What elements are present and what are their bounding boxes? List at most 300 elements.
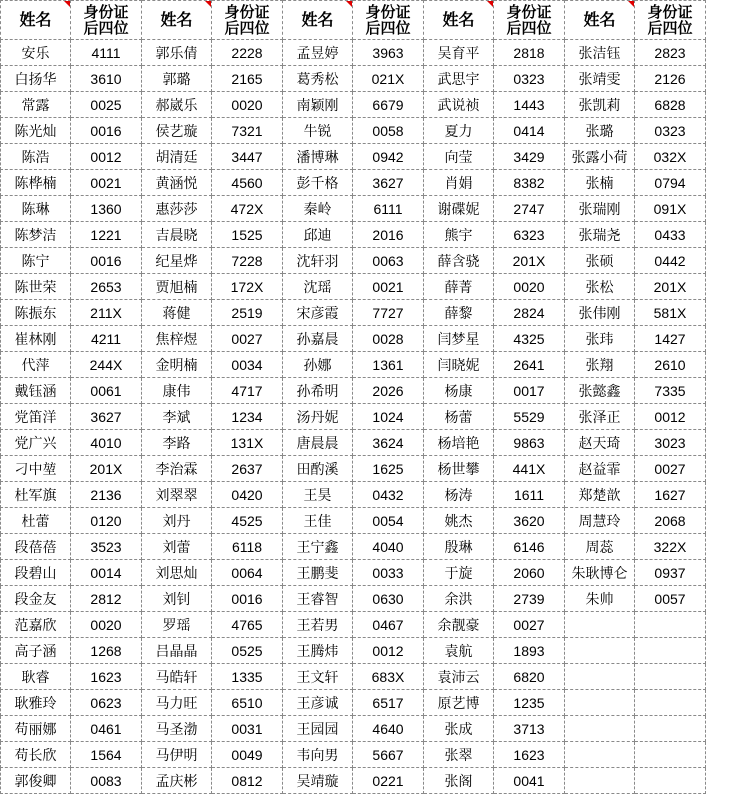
name-cell[interactable]: 薛黎: [424, 300, 494, 326]
name-cell[interactable]: 赵天琦: [565, 430, 635, 456]
header-name-cell[interactable]: [283, 1, 353, 40]
name-cell[interactable]: 王腾炜: [283, 638, 353, 664]
id-last4-cell[interactable]: 2228: [212, 40, 283, 66]
name-cell[interactable]: 向莹: [424, 144, 494, 170]
id-last4-cell[interactable]: 201X: [494, 248, 565, 274]
name-cell[interactable]: 王彦诚: [283, 690, 353, 716]
id-last4-cell[interactable]: 3610: [71, 66, 142, 92]
id-last4-cell[interactable]: [635, 742, 706, 768]
id-last4-cell[interactable]: 2016: [353, 222, 424, 248]
id-last4-cell[interactable]: 201X: [635, 274, 706, 300]
name-cell[interactable]: 朱帅: [565, 586, 635, 612]
name-cell[interactable]: 刘丹: [142, 508, 212, 534]
name-cell[interactable]: 彭千格: [283, 170, 353, 196]
name-cell[interactable]: 李治霖: [142, 456, 212, 482]
name-cell[interactable]: 秦岭: [283, 196, 353, 222]
id-last4-cell[interactable]: 1623: [71, 664, 142, 690]
name-cell[interactable]: 王鹏斐: [283, 560, 353, 586]
id-last4-cell[interactable]: 0937: [635, 560, 706, 586]
name-cell[interactable]: 孙嘉晨: [283, 326, 353, 352]
id-last4-cell[interactable]: 1893: [494, 638, 565, 664]
id-last4-cell[interactable]: 1235: [494, 690, 565, 716]
name-cell[interactable]: 张松: [565, 274, 635, 300]
name-cell[interactable]: 张露小荷: [565, 144, 635, 170]
id-last4-cell[interactable]: 0061: [71, 378, 142, 404]
id-last4-cell[interactable]: 9863: [494, 430, 565, 456]
name-cell[interactable]: 葛秀松: [283, 66, 353, 92]
id-last4-cell[interactable]: 0016: [212, 586, 283, 612]
name-cell[interactable]: [565, 612, 635, 638]
name-cell[interactable]: 唐晨晨: [283, 430, 353, 456]
name-cell[interactable]: 肖娟: [424, 170, 494, 196]
id-last4-cell[interactable]: 244X: [71, 352, 142, 378]
header-id-cell[interactable]: [353, 1, 424, 40]
name-cell[interactable]: 侯艺璇: [142, 118, 212, 144]
name-cell[interactable]: 惠莎莎: [142, 196, 212, 222]
id-last4-cell[interactable]: 201X: [71, 456, 142, 482]
id-last4-cell[interactable]: 032X: [635, 144, 706, 170]
name-cell[interactable]: 康伟: [142, 378, 212, 404]
id-last4-cell[interactable]: 6679: [353, 92, 424, 118]
name-cell[interactable]: 张懿鑫: [565, 378, 635, 404]
id-last4-cell[interactable]: 3713: [494, 716, 565, 742]
id-last4-cell[interactable]: 2637: [212, 456, 283, 482]
name-cell[interactable]: 孟庆彬: [142, 768, 212, 794]
name-cell[interactable]: 王宁鑫: [283, 534, 353, 560]
name-cell[interactable]: 陈浩: [1, 144, 71, 170]
name-cell[interactable]: 杨涛: [424, 482, 494, 508]
id-last4-cell[interactable]: 2136: [71, 482, 142, 508]
name-cell[interactable]: 陈光灿: [1, 118, 71, 144]
name-cell[interactable]: 段碧山: [1, 560, 71, 586]
id-last4-cell[interactable]: 0083: [71, 768, 142, 794]
name-cell[interactable]: 刘思灿: [142, 560, 212, 586]
name-cell[interactable]: 蒋健: [142, 300, 212, 326]
id-last4-cell[interactable]: 0020: [212, 92, 283, 118]
header-name-cell[interactable]: [424, 1, 494, 40]
id-last4-cell[interactable]: 0058: [353, 118, 424, 144]
name-cell[interactable]: 杜军旗: [1, 482, 71, 508]
id-last4-cell[interactable]: 7321: [212, 118, 283, 144]
id-last4-cell[interactable]: 4010: [71, 430, 142, 456]
name-cell[interactable]: 马皓轩: [142, 664, 212, 690]
name-cell[interactable]: 郭俊卿: [1, 768, 71, 794]
name-cell[interactable]: 白扬华: [1, 66, 71, 92]
name-cell[interactable]: 杨培艳: [424, 430, 494, 456]
id-last4-cell[interactable]: 1024: [353, 404, 424, 430]
id-last4-cell[interactable]: 0442: [635, 248, 706, 274]
name-cell[interactable]: 张阁: [424, 768, 494, 794]
name-cell[interactable]: 余洪: [424, 586, 494, 612]
name-cell[interactable]: [565, 690, 635, 716]
name-cell[interactable]: [565, 638, 635, 664]
name-cell[interactable]: 陈琳: [1, 196, 71, 222]
name-cell[interactable]: 苟丽娜: [1, 716, 71, 742]
id-last4-cell[interactable]: 3429: [494, 144, 565, 170]
name-cell[interactable]: 张靖雯: [565, 66, 635, 92]
name-cell[interactable]: 闫晓妮: [424, 352, 494, 378]
id-last4-cell[interactable]: 0623: [71, 690, 142, 716]
id-last4-cell[interactable]: 6820: [494, 664, 565, 690]
id-last4-cell[interactable]: 0433: [635, 222, 706, 248]
name-cell[interactable]: 牛锐: [283, 118, 353, 144]
id-last4-cell[interactable]: 6323: [494, 222, 565, 248]
name-cell[interactable]: 薛菁: [424, 274, 494, 300]
name-cell[interactable]: 孟昱婷: [283, 40, 353, 66]
id-last4-cell[interactable]: 1335: [212, 664, 283, 690]
name-cell[interactable]: 袁沛云: [424, 664, 494, 690]
name-cell[interactable]: 宋彦霞: [283, 300, 353, 326]
id-last4-cell[interactable]: 0020: [494, 274, 565, 300]
name-cell[interactable]: 黄涵悦: [142, 170, 212, 196]
name-cell[interactable]: 汤丹妮: [283, 404, 353, 430]
id-last4-cell[interactable]: 0012: [71, 144, 142, 170]
name-cell[interactable]: 杨康: [424, 378, 494, 404]
name-cell[interactable]: 张洁钰: [565, 40, 635, 66]
id-last4-cell[interactable]: 7228: [212, 248, 283, 274]
name-cell[interactable]: 王昊: [283, 482, 353, 508]
id-last4-cell[interactable]: 7727: [353, 300, 424, 326]
name-cell[interactable]: 南颖刚: [283, 92, 353, 118]
id-last4-cell[interactable]: 1625: [353, 456, 424, 482]
id-last4-cell[interactable]: 2812: [71, 586, 142, 612]
name-cell[interactable]: 张翔: [565, 352, 635, 378]
name-cell[interactable]: 熊宇: [424, 222, 494, 248]
name-cell[interactable]: 戴钰涵: [1, 378, 71, 404]
id-last4-cell[interactable]: 4640: [353, 716, 424, 742]
name-cell[interactable]: 吴靖璇: [283, 768, 353, 794]
id-last4-cell[interactable]: 0021: [353, 274, 424, 300]
name-cell[interactable]: 郭璐: [142, 66, 212, 92]
name-cell[interactable]: 杨蕾: [424, 404, 494, 430]
header-id-cell[interactable]: [71, 1, 142, 40]
id-last4-cell[interactable]: 0027: [212, 326, 283, 352]
id-last4-cell[interactable]: 0027: [494, 612, 565, 638]
name-cell[interactable]: 孙希明: [283, 378, 353, 404]
name-cell[interactable]: 吉晨晓: [142, 222, 212, 248]
id-last4-cell[interactable]: 0420: [212, 482, 283, 508]
id-last4-cell[interactable]: 0017: [494, 378, 565, 404]
name-cell[interactable]: 吴育平: [424, 40, 494, 66]
name-cell[interactable]: 纪星烨: [142, 248, 212, 274]
id-last4-cell[interactable]: 4325: [494, 326, 565, 352]
name-cell[interactable]: 张璐: [565, 118, 635, 144]
name-cell[interactable]: 金明楠: [142, 352, 212, 378]
id-last4-cell[interactable]: 2818: [494, 40, 565, 66]
id-last4-cell[interactable]: 211X: [71, 300, 142, 326]
id-last4-cell[interactable]: 4111: [71, 40, 142, 66]
id-last4-cell[interactable]: 0794: [635, 170, 706, 196]
name-cell[interactable]: 高子涵: [1, 638, 71, 664]
id-last4-cell[interactable]: 0063: [353, 248, 424, 274]
name-cell[interactable]: 耿雅玲: [1, 690, 71, 716]
name-cell[interactable]: 刘蕾: [142, 534, 212, 560]
id-last4-cell[interactable]: 021X: [353, 66, 424, 92]
id-last4-cell[interactable]: 131X: [212, 430, 283, 456]
id-last4-cell[interactable]: 2610: [635, 352, 706, 378]
header-id-cell[interactable]: [212, 1, 283, 40]
name-cell[interactable]: 张翠: [424, 742, 494, 768]
name-cell[interactable]: 余靓豪: [424, 612, 494, 638]
id-last4-cell[interactable]: 2165: [212, 66, 283, 92]
name-cell[interactable]: 代萍: [1, 352, 71, 378]
id-last4-cell[interactable]: 2026: [353, 378, 424, 404]
id-last4-cell[interactable]: 0012: [353, 638, 424, 664]
id-last4-cell[interactable]: 4560: [212, 170, 283, 196]
id-last4-cell[interactable]: 6111: [353, 196, 424, 222]
name-cell[interactable]: 邱迪: [283, 222, 353, 248]
id-last4-cell[interactable]: 0020: [71, 612, 142, 638]
id-last4-cell[interactable]: 2519: [212, 300, 283, 326]
id-last4-cell[interactable]: 0049: [212, 742, 283, 768]
id-last4-cell[interactable]: 0027: [635, 456, 706, 482]
name-cell[interactable]: 安乐: [1, 40, 71, 66]
id-last4-cell[interactable]: 3627: [71, 404, 142, 430]
id-last4-cell[interactable]: 0414: [494, 118, 565, 144]
name-cell[interactable]: 潘博琳: [283, 144, 353, 170]
id-last4-cell[interactable]: 1525: [212, 222, 283, 248]
id-last4-cell[interactable]: 0461: [71, 716, 142, 742]
id-last4-cell[interactable]: 0064: [212, 560, 283, 586]
name-cell[interactable]: 贾旭楠: [142, 274, 212, 300]
id-last4-cell[interactable]: 0630: [353, 586, 424, 612]
id-last4-cell[interactable]: 0812: [212, 768, 283, 794]
name-cell[interactable]: 郭乐倩: [142, 40, 212, 66]
id-last4-cell[interactable]: 2126: [635, 66, 706, 92]
id-last4-cell[interactable]: 472X: [212, 196, 283, 222]
name-cell[interactable]: 苟长欣: [1, 742, 71, 768]
id-last4-cell[interactable]: 1361: [353, 352, 424, 378]
id-last4-cell[interactable]: [635, 768, 706, 794]
id-last4-cell[interactable]: 441X: [494, 456, 565, 482]
name-cell[interactable]: 张成: [424, 716, 494, 742]
header-name-cell[interactable]: [1, 1, 71, 40]
id-last4-cell[interactable]: 2068: [635, 508, 706, 534]
name-cell[interactable]: 武说祯: [424, 92, 494, 118]
name-cell[interactable]: 薛含骁: [424, 248, 494, 274]
name-cell[interactable]: 马伊明: [142, 742, 212, 768]
name-cell[interactable]: 张瑞尧: [565, 222, 635, 248]
name-cell[interactable]: 殷琳: [424, 534, 494, 560]
id-last4-cell[interactable]: 5529: [494, 404, 565, 430]
id-last4-cell[interactable]: 0014: [71, 560, 142, 586]
id-last4-cell[interactable]: 322X: [635, 534, 706, 560]
name-cell[interactable]: 马力旺: [142, 690, 212, 716]
id-last4-cell[interactable]: 1234: [212, 404, 283, 430]
id-last4-cell[interactable]: 0120: [71, 508, 142, 534]
id-last4-cell[interactable]: 1427: [635, 326, 706, 352]
name-cell[interactable]: 常露: [1, 92, 71, 118]
name-cell[interactable]: 袁航: [424, 638, 494, 664]
name-cell[interactable]: 段蓓蓓: [1, 534, 71, 560]
id-last4-cell[interactable]: 1221: [71, 222, 142, 248]
name-cell[interactable]: 陈世荣: [1, 274, 71, 300]
name-cell[interactable]: 姚杰: [424, 508, 494, 534]
name-cell[interactable]: [565, 716, 635, 742]
id-last4-cell[interactable]: 4765: [212, 612, 283, 638]
name-cell[interactable]: 朱耿博仑: [565, 560, 635, 586]
name-cell[interactable]: 张楠: [565, 170, 635, 196]
id-last4-cell[interactable]: 1623: [494, 742, 565, 768]
name-cell[interactable]: 张瑞刚: [565, 196, 635, 222]
name-cell[interactable]: 王佳: [283, 508, 353, 534]
name-cell[interactable]: [565, 664, 635, 690]
name-cell[interactable]: 杜蕾: [1, 508, 71, 534]
id-last4-cell[interactable]: [635, 612, 706, 638]
id-last4-cell[interactable]: 4040: [353, 534, 424, 560]
id-last4-cell[interactable]: 4211: [71, 326, 142, 352]
name-cell[interactable]: 张凯莉: [565, 92, 635, 118]
id-last4-cell[interactable]: [635, 638, 706, 664]
id-last4-cell[interactable]: 0021: [71, 170, 142, 196]
id-last4-cell[interactable]: 2824: [494, 300, 565, 326]
id-last4-cell[interactable]: 5667: [353, 742, 424, 768]
id-last4-cell[interactable]: 2641: [494, 352, 565, 378]
id-last4-cell[interactable]: 0323: [635, 118, 706, 144]
name-cell[interactable]: 杨世攀: [424, 456, 494, 482]
id-last4-cell[interactable]: 0012: [635, 404, 706, 430]
id-last4-cell[interactable]: 1268: [71, 638, 142, 664]
name-cell[interactable]: 韦向男: [283, 742, 353, 768]
name-cell[interactable]: 夏力: [424, 118, 494, 144]
name-cell[interactable]: 王睿智: [283, 586, 353, 612]
id-last4-cell[interactable]: 1443: [494, 92, 565, 118]
name-cell[interactable]: 党笛洋: [1, 404, 71, 430]
id-last4-cell[interactable]: 0221: [353, 768, 424, 794]
id-last4-cell[interactable]: 0033: [353, 560, 424, 586]
name-cell[interactable]: 原艺博: [424, 690, 494, 716]
name-cell[interactable]: 陈桦楠: [1, 170, 71, 196]
name-cell[interactable]: 党广兴: [1, 430, 71, 456]
id-last4-cell[interactable]: 1611: [494, 482, 565, 508]
name-cell[interactable]: 王园园: [283, 716, 353, 742]
id-last4-cell[interactable]: 3523: [71, 534, 142, 560]
id-last4-cell[interactable]: 6118: [212, 534, 283, 560]
id-last4-cell[interactable]: 0028: [353, 326, 424, 352]
name-cell[interactable]: 郑楚歆: [565, 482, 635, 508]
id-last4-cell[interactable]: 8382: [494, 170, 565, 196]
id-last4-cell[interactable]: 0525: [212, 638, 283, 664]
name-cell[interactable]: [565, 742, 635, 768]
name-cell[interactable]: 闫梦星: [424, 326, 494, 352]
id-last4-cell[interactable]: [635, 716, 706, 742]
id-last4-cell[interactable]: 0041: [494, 768, 565, 794]
id-last4-cell[interactable]: 1564: [71, 742, 142, 768]
name-cell[interactable]: 张硕: [565, 248, 635, 274]
name-cell[interactable]: 王文轩: [283, 664, 353, 690]
name-cell[interactable]: 王若男: [283, 612, 353, 638]
name-cell[interactable]: 刘钊: [142, 586, 212, 612]
name-cell[interactable]: 李斌: [142, 404, 212, 430]
name-cell[interactable]: 谢碟妮: [424, 196, 494, 222]
id-last4-cell[interactable]: 0031: [212, 716, 283, 742]
id-last4-cell[interactable]: 683X: [353, 664, 424, 690]
name-cell[interactable]: 马圣渤: [142, 716, 212, 742]
id-last4-cell[interactable]: 6517: [353, 690, 424, 716]
id-last4-cell[interactable]: 0942: [353, 144, 424, 170]
name-cell[interactable]: 张玮: [565, 326, 635, 352]
id-last4-cell[interactable]: 3624: [353, 430, 424, 456]
name-cell[interactable]: 耿睿: [1, 664, 71, 690]
name-cell[interactable]: 武思宇: [424, 66, 494, 92]
name-cell[interactable]: 沈瑶: [283, 274, 353, 300]
id-last4-cell[interactable]: 2653: [71, 274, 142, 300]
name-cell[interactable]: 刘翠翠: [142, 482, 212, 508]
id-last4-cell[interactable]: 0323: [494, 66, 565, 92]
id-last4-cell[interactable]: 0016: [71, 248, 142, 274]
header-id-cell[interactable]: [494, 1, 565, 40]
id-last4-cell[interactable]: 3620: [494, 508, 565, 534]
name-cell[interactable]: 段金友: [1, 586, 71, 612]
id-last4-cell[interactable]: 3963: [353, 40, 424, 66]
name-cell[interactable]: 田酌溪: [283, 456, 353, 482]
id-last4-cell[interactable]: 6510: [212, 690, 283, 716]
id-last4-cell[interactable]: 2823: [635, 40, 706, 66]
name-cell[interactable]: 于旋: [424, 560, 494, 586]
header-name-cell[interactable]: [142, 1, 212, 40]
name-cell[interactable]: 赵益霏: [565, 456, 635, 482]
id-last4-cell[interactable]: 2739: [494, 586, 565, 612]
header-id-cell[interactable]: [635, 1, 706, 40]
name-cell[interactable]: 崔林刚: [1, 326, 71, 352]
id-last4-cell[interactable]: 2060: [494, 560, 565, 586]
id-last4-cell[interactable]: 3023: [635, 430, 706, 456]
id-last4-cell[interactable]: 2747: [494, 196, 565, 222]
name-cell[interactable]: 周蕊: [565, 534, 635, 560]
id-last4-cell[interactable]: 0432: [353, 482, 424, 508]
id-last4-cell[interactable]: 4717: [212, 378, 283, 404]
name-cell[interactable]: 孙娜: [283, 352, 353, 378]
header-name-cell[interactable]: [565, 1, 635, 40]
id-last4-cell[interactable]: 3627: [353, 170, 424, 196]
name-cell[interactable]: 范嘉欣: [1, 612, 71, 638]
id-last4-cell[interactable]: 0016: [71, 118, 142, 144]
id-last4-cell[interactable]: 3447: [212, 144, 283, 170]
id-last4-cell[interactable]: 091X: [635, 196, 706, 222]
name-cell[interactable]: 周慧玲: [565, 508, 635, 534]
id-last4-cell[interactable]: 1360: [71, 196, 142, 222]
id-last4-cell[interactable]: 0057: [635, 586, 706, 612]
name-cell[interactable]: 焦梓煜: [142, 326, 212, 352]
name-cell[interactable]: 陈梦洁: [1, 222, 71, 248]
name-cell[interactable]: 刁中堃: [1, 456, 71, 482]
name-cell[interactable]: 罗瑶: [142, 612, 212, 638]
id-last4-cell[interactable]: 4525: [212, 508, 283, 534]
id-last4-cell[interactable]: [635, 690, 706, 716]
name-cell[interactable]: 胡清廷: [142, 144, 212, 170]
id-last4-cell[interactable]: 172X: [212, 274, 283, 300]
id-last4-cell[interactable]: 6828: [635, 92, 706, 118]
id-last4-cell[interactable]: [635, 664, 706, 690]
name-cell[interactable]: 李路: [142, 430, 212, 456]
id-last4-cell[interactable]: 0467: [353, 612, 424, 638]
id-last4-cell[interactable]: 1627: [635, 482, 706, 508]
name-cell[interactable]: 郝崴乐: [142, 92, 212, 118]
name-cell[interactable]: 张泽正: [565, 404, 635, 430]
id-last4-cell[interactable]: 0034: [212, 352, 283, 378]
name-cell[interactable]: 吕晶晶: [142, 638, 212, 664]
id-last4-cell[interactable]: 0054: [353, 508, 424, 534]
name-cell[interactable]: 陈宁: [1, 248, 71, 274]
name-cell[interactable]: 陈振东: [1, 300, 71, 326]
id-last4-cell[interactable]: 7335: [635, 378, 706, 404]
id-last4-cell[interactable]: 581X: [635, 300, 706, 326]
name-cell[interactable]: 张伟刚: [565, 300, 635, 326]
id-last4-cell[interactable]: 6146: [494, 534, 565, 560]
name-cell[interactable]: 沈轩羽: [283, 248, 353, 274]
name-cell[interactable]: [565, 768, 635, 794]
id-last4-cell[interactable]: 0025: [71, 92, 142, 118]
